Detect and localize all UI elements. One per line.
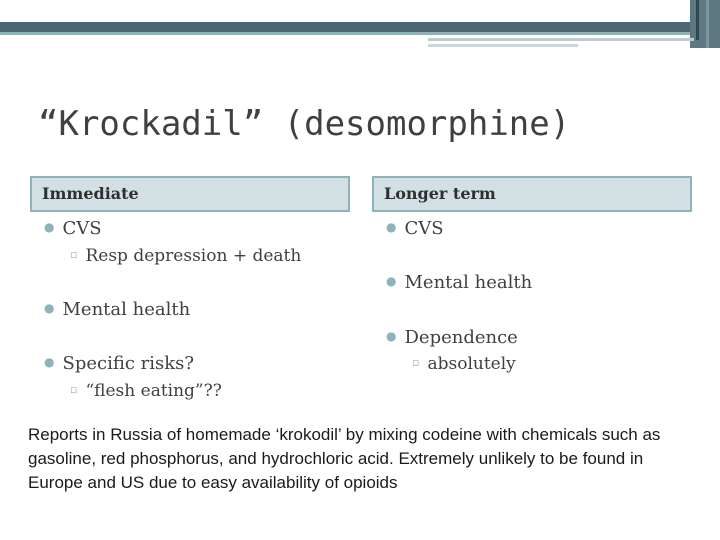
bullet-icon: ● — [44, 301, 55, 315]
sub-bullet-icon: ▫ — [412, 356, 420, 369]
corner-stripe — [706, 0, 709, 48]
list-item: ● Specific risks? — [44, 353, 195, 374]
sub-bullet-icon: ▫ — [70, 383, 78, 396]
bullet-icon: ● — [386, 274, 397, 288]
slide-title: “Krockadil” (desomorphine) — [38, 104, 571, 144]
column-heading-immediate: Immediate — [30, 176, 350, 212]
top-accent-bar — [0, 32, 720, 35]
list-item: ● CVS — [386, 218, 444, 239]
light-rule — [428, 44, 578, 47]
list-item: ● Dependence — [386, 327, 518, 348]
bullet-icon: ● — [44, 355, 55, 369]
bullet-icon: ● — [386, 220, 397, 234]
corner-block — [690, 0, 720, 48]
list-item: ● Mental health — [386, 272, 533, 293]
list-item: ● Mental health — [44, 299, 191, 320]
bullet-icon: ● — [44, 220, 55, 234]
footnote-text: Reports in Russia of homemade ‘krokodil’ by mixing codeine with chemicals such as gasoline, red phosphorus, and hydrochloric acid. Extremely unlikely to be found in Europe and US due to easy availability of opioids — [28, 425, 661, 492]
corner-stripe — [696, 0, 699, 40]
sub-list-item: ▫ “flesh eating”?? — [70, 381, 222, 401]
top-dark-bar — [0, 22, 720, 32]
sub-list-item: ▫ Resp depression + death — [70, 246, 302, 266]
sub-list-item: ▫ absolutely — [412, 354, 516, 374]
top-band — [0, 0, 720, 22]
bullet-icon: ● — [386, 329, 397, 343]
column-heading-longer-term: Longer term — [372, 176, 692, 212]
list-item: ● CVS — [44, 218, 102, 239]
sub-bullet-icon: ▫ — [70, 248, 78, 261]
light-rule — [428, 38, 694, 41]
